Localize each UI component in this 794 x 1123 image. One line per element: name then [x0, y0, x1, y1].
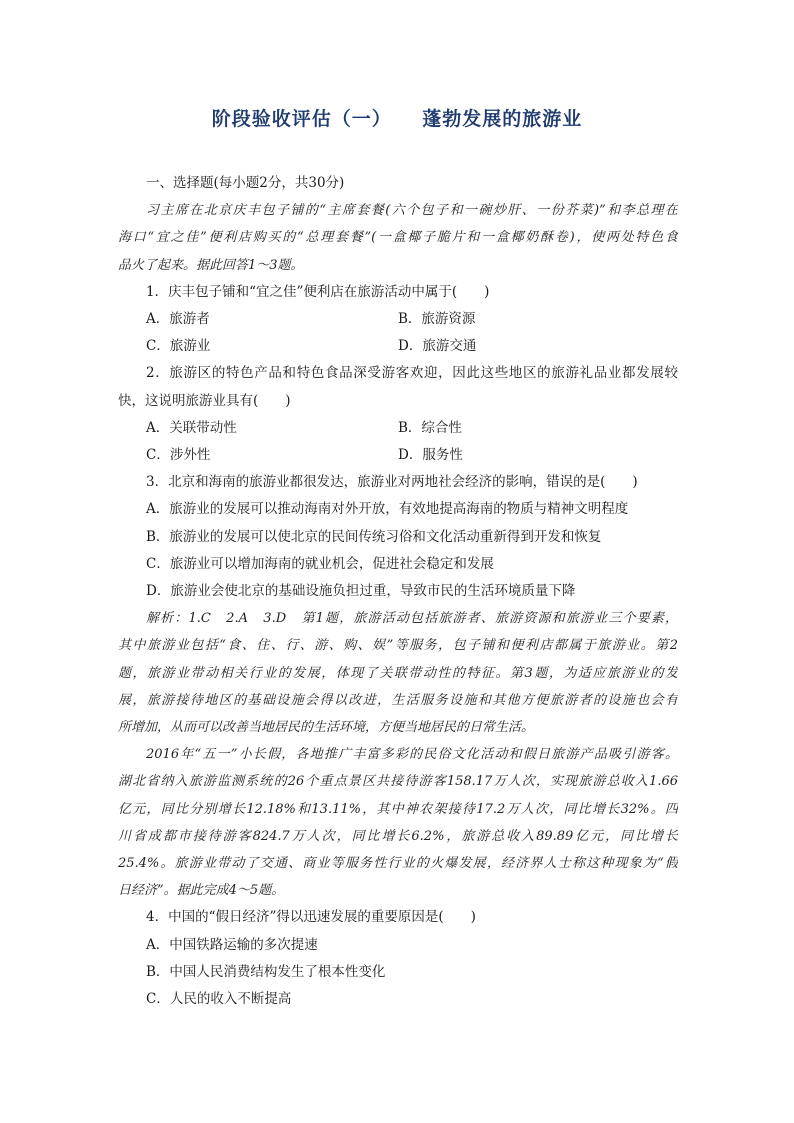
- option-c: C．涉外性: [146, 447, 211, 464]
- page-title: 阶段验收评估（一） 蓬勃发展的旅游业: [211, 108, 583, 130]
- question-stem: 3．北京和海南的旅游业都很发达，旅游业对两地社会经济的影响，错误的是( ): [146, 474, 638, 491]
- analysis: [118, 605, 678, 741]
- option-c: C．人民的收入不断提高: [146, 991, 292, 1008]
- analysis-line: 所增加，从而可以改善当地居民的生活环境，方便当地居民的日常生活。: [118, 720, 535, 736]
- question-2: [118, 360, 678, 469]
- question-1: [118, 279, 678, 361]
- document-body: [118, 170, 678, 1013]
- passage-line: 海口“宜之佳”便利店购买的“总理套餐”(一盒椰子脆片和一盒椰奶酥卷)，使两处特色食: [118, 230, 678, 246]
- analysis-line: 展，旅游接待地区的基础设施会得以改进，生活服务设施和其他方便旅游者的设施也会有: [118, 692, 678, 708]
- analysis-line: 解析：1.C 2.A 3.D 第1题，旅游活动包括旅游者、旅游资源和旅游业三个要素，: [146, 611, 678, 627]
- option-a: A．旅游业的发展可以推动海南对外开放，有效地提高海南的物质与精神文明程度: [146, 501, 629, 518]
- option-b: B．综合性: [398, 419, 462, 436]
- analysis-line: 其中旅游业包括“食、住、行、游、购、娱”等服务，包子铺和便利店都属于旅游业。第2: [118, 638, 678, 654]
- option-b: B．中国人民消费结构发生了根本性变化: [146, 963, 386, 980]
- analysis-line: 题，旅游业带动相关行业的发展，体现了关联带动性的特征。第3题，为适应旅游业的发: [118, 665, 678, 681]
- options-row: [118, 306, 678, 333]
- passage-line: 习主席在北京庆丰包子铺的“主席套餐(六个包子和一碗炒肝、一份芥菜)”和李总理在: [146, 203, 678, 219]
- options-row: [118, 415, 678, 442]
- question-stem: 4．中国的“假日经济”得以迅速发展的重要原因是( ): [146, 909, 476, 926]
- option-c: C．旅游业可以增加海南的就业机会，促进社会稳定和发展: [146, 555, 494, 572]
- passage-line: 亿元，同比分别增长12.18%和13.11%，其中神农架接待17.2万人次，同比增长32%。四: [118, 801, 678, 817]
- question-stem: 1．庆丰包子铺和“宜之佳”便利店在旅游活动中属于( ): [146, 283, 490, 300]
- option-d: D．旅游交通: [398, 338, 477, 355]
- question-3: [118, 469, 678, 605]
- option-a: A．旅游者: [146, 311, 210, 328]
- question-stem: 2．旅游区的特色产品和特色食品深受游客欢迎，因此这些地区的旅游礼品业都发展较: [146, 365, 678, 382]
- option-a: A．中国铁路运输的多次提速: [146, 936, 318, 953]
- option-b: B．旅游业的发展可以使北京的民间传统习俗和文化活动重新得到开发和恢复: [146, 528, 602, 545]
- passage-line: 品火了起来。据此回答1～3题。: [118, 257, 304, 273]
- passage-2: [118, 741, 678, 904]
- passage-line: 日经济”。据此完成4～5题。: [118, 883, 285, 899]
- options-row: [118, 333, 678, 360]
- option-c: C．旅游业: [146, 338, 211, 355]
- option-b: B．旅游资源: [398, 311, 476, 328]
- passage-1: [118, 197, 678, 279]
- passage-line: 2016年“五一”小长假，各地推广丰富多彩的民俗文化活动和假日旅游产品吸引游客。: [146, 747, 678, 763]
- passage-line: 湖北省纳入旅游监测系统的26个重点景区共接待游客158.17万人次，实现旅游总收入1.66: [118, 774, 678, 790]
- option-a: A．关联带动性: [146, 419, 237, 436]
- question-stem: 快，这说明旅游业具有( ): [118, 392, 291, 409]
- section-heading: 一、选择题(每小题2分，共30分): [146, 175, 345, 191]
- option-d: D．服务性: [398, 447, 463, 464]
- question-4: [118, 904, 678, 1013]
- passage-line: 川省成都市接待游客824.7万人次，同比增长6.2%，旅游总收入89.89亿元，同比增长: [118, 828, 678, 844]
- options-row: [118, 442, 678, 469]
- passage-line: 25.4%。旅游业带动了交通、商业等服务性行业的火爆发展，经济界人士称这种现象为“假: [118, 856, 678, 872]
- option-d: D．旅游业会使北京的基础设施负担过重，导致市民的生活环境质量下降: [146, 583, 576, 600]
